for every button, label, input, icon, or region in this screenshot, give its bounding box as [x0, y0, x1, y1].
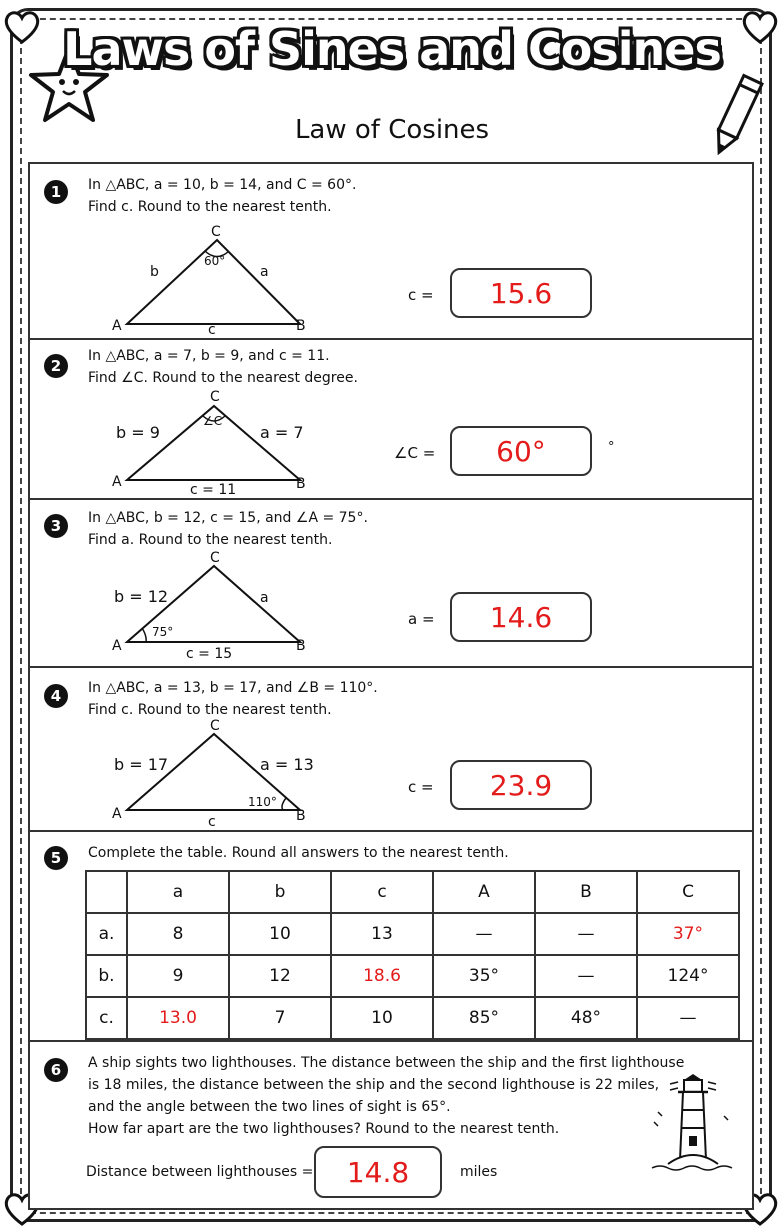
table-cell: — [535, 913, 637, 955]
vertex-label: C [210, 550, 220, 566]
vertex-label: B [296, 318, 306, 334]
answer-cell[interactable]: 13.0 [127, 997, 229, 1039]
table-header [86, 871, 127, 913]
answer-box[interactable]: 14.8 [314, 1146, 442, 1198]
problem-text [88, 1052, 684, 1140]
side-label: b = 9 [116, 423, 160, 442]
row-label: b. [86, 955, 127, 997]
side-label: a [260, 264, 269, 280]
side-label: b = 17 [114, 755, 169, 774]
angle-label: 60° [204, 254, 226, 268]
vertex-label: C [211, 224, 221, 240]
vertex-label: B [296, 476, 306, 492]
answer-table [85, 870, 740, 1040]
table-cell: 35° [433, 955, 535, 997]
side-label: c [208, 814, 216, 830]
problem-number: 3 [44, 514, 68, 538]
table-cell: 10 [331, 997, 433, 1039]
problem-text: Complete the table. Round all answers to the nearest tenth. [88, 845, 509, 861]
table-row [86, 955, 739, 997]
problem-number: 4 [44, 684, 68, 708]
problem-2 [28, 338, 754, 500]
table-header: A [433, 871, 535, 913]
table-cell: 12 [229, 955, 331, 997]
vertex-label: C [210, 718, 220, 734]
answer-cell[interactable]: 37° [637, 913, 739, 955]
problem-line: is 18 miles, the distance between the ship and the second lighthouse is 22 miles, [88, 1077, 660, 1093]
side-label: c = 15 [186, 646, 233, 662]
angle-label: 110° [248, 795, 277, 809]
problem-line: and the angle between the two lines of sight is 65°. [88, 1099, 451, 1115]
side-label: a [260, 590, 269, 606]
table-cell: — [637, 997, 739, 1039]
side-label: a = 13 [260, 755, 314, 774]
angle-label: 75° [152, 625, 174, 639]
table-cell: — [535, 955, 637, 997]
table-cell: 13 [331, 913, 433, 955]
problem-number: 2 [44, 354, 68, 378]
vertex-label: C [210, 389, 220, 405]
side-label: b = 12 [114, 587, 169, 606]
table-cell: 7 [229, 997, 331, 1039]
answer-cell[interactable]: 18.6 [331, 955, 433, 997]
angle-label: ∠C [203, 414, 223, 428]
table-header: B [535, 871, 637, 913]
problem-line: Find a. Round to the nearest tenth. [88, 532, 333, 548]
answer-box[interactable]: 15.6 [450, 268, 592, 318]
answer-label: Distance between lighthouses = [86, 1164, 314, 1180]
table-cell: 10 [229, 913, 331, 955]
table-cell: — [433, 913, 535, 955]
row-label: a. [86, 913, 127, 955]
problem-line: Find c. Round to the nearest tenth. [88, 199, 332, 215]
problem-line: In △ABC, a = 7, b = 9, and c = 11. [88, 348, 330, 364]
answer-box[interactable]: 60° [450, 426, 592, 476]
side-label: a = 7 [260, 423, 304, 442]
answer-box[interactable]: 23.9 [450, 760, 592, 810]
problem-text [88, 507, 368, 551]
table-cell: 85° [433, 997, 535, 1039]
problem-text [88, 345, 358, 389]
problem-number: 6 [44, 1058, 68, 1082]
problem-1 [28, 162, 754, 340]
problem-4 [28, 666, 754, 832]
triangle-diagram [100, 388, 340, 500]
problem-6 [28, 1040, 754, 1210]
row-label: c. [86, 997, 127, 1039]
degree-mark: ° [608, 440, 615, 455]
side-label: c = 11 [190, 482, 237, 498]
table-row [86, 913, 739, 955]
triangle-diagram [100, 718, 340, 834]
problem-3 [28, 498, 754, 668]
problem-line: Find ∠C. Round to the nearest degree. [88, 370, 358, 386]
problem-line: In △ABC, a = 13, b = 17, and ∠B = 110°. [88, 680, 378, 696]
page-subtitle: Law of Cosines [294, 115, 490, 145]
vertex-label: B [296, 638, 306, 654]
triangle-diagram [100, 548, 340, 666]
triangle-diagram [100, 222, 340, 340]
problem-5 [28, 830, 754, 1042]
answer-label: ∠C = [394, 444, 436, 462]
unit-label: miles [460, 1164, 498, 1180]
page-title: Laws of Sines and Cosines [63, 22, 721, 76]
vertex-label: B [296, 808, 306, 824]
table-header: b [229, 871, 331, 913]
problem-number: 5 [44, 846, 68, 870]
table-header: c [331, 871, 433, 913]
vertex-label: A [112, 474, 122, 490]
problem-text [88, 677, 378, 721]
vertex-label: A [112, 318, 122, 334]
vertex-label: A [112, 806, 122, 822]
table-header: a [127, 871, 229, 913]
problem-text [88, 174, 356, 218]
table-header-row [86, 871, 739, 913]
side-label: b [150, 264, 159, 280]
table-cell: 124° [637, 955, 739, 997]
answer-label: a = [408, 610, 435, 628]
problem-line: How far apart are the two lighthouses? Round to the nearest tenth. [88, 1121, 560, 1137]
answer-label: c = [408, 286, 434, 304]
answer-label: c = [408, 778, 434, 796]
problem-line: In △ABC, a = 10, b = 14, and C = 60°. [88, 177, 357, 193]
problem-number: 1 [44, 180, 68, 204]
table-row [86, 997, 739, 1039]
lighthouse-icon [648, 1072, 738, 1182]
problem-line: In △ABC, b = 12, c = 15, and ∠A = 75°. [88, 510, 368, 526]
table-header: C [637, 871, 739, 913]
side-label: c [208, 322, 216, 338]
vertex-label: A [112, 638, 122, 654]
problem-line: A ship sights two lighthouses. The distance between the ship and the first lighthouse [88, 1055, 685, 1071]
table-cell: 9 [127, 955, 229, 997]
problem-line: Find c. Round to the nearest tenth. [88, 702, 332, 718]
table-cell: 48° [535, 997, 637, 1039]
table-cell: 8 [127, 913, 229, 955]
answer-box[interactable]: 14.6 [450, 592, 592, 642]
